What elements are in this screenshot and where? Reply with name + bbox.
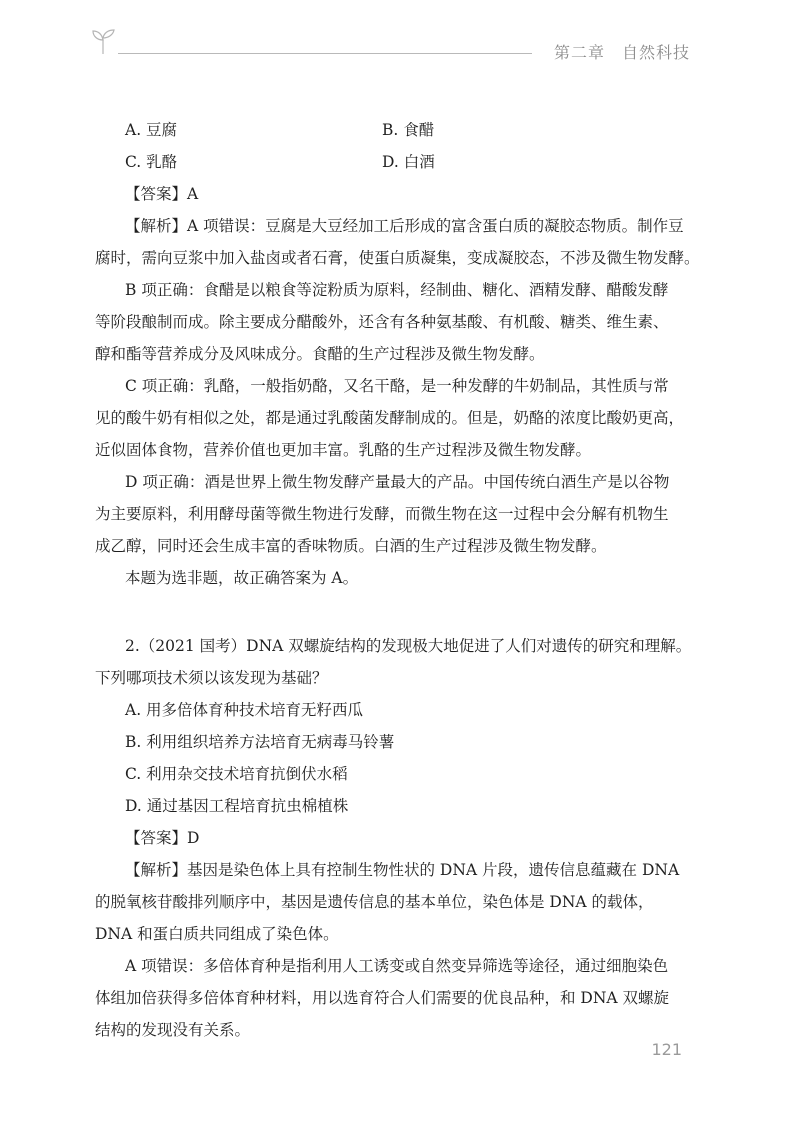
q1-analysis-line: C 项正确：乳酪，一般指奶酪，又名干酪，是一种发酵的牛奶制品，其性质与常: [125, 377, 669, 395]
q1-analysis-line: 近似固体食物，营养价值也更加丰富。乳酪的生产过程涉及微生物发酵。: [95, 441, 592, 459]
q1-answer: 【答案】A: [125, 185, 199, 203]
q2-question-line: 2.（2021 国考）DNA 双螺旋结构的发现极大地促进了人们对遗传的研究和理解。: [125, 637, 692, 655]
sprout-icon: [88, 26, 118, 56]
question-gap: [95, 594, 700, 630]
page-body: [95, 114, 700, 1046]
q1-options-row-2: [95, 146, 700, 178]
q2-answer: 【答案】D: [125, 829, 200, 847]
q1-conclusion: 本题为选非题，故正确答案为 A。: [125, 569, 359, 587]
q2-analysis-line: 【解析】基因是染色体上具有控制生物性状的 DNA 片段，遗传信息蕴藏在 DNA: [125, 861, 680, 879]
q1-analysis-line: 等阶段酿制而成。除主要成分醋酸外，还含有各种氨基酸、有机酸、糖类、维生素、: [95, 313, 669, 331]
q1-analysis-line: D 项正确：酒是世界上微生物发酵产量最大的产品。中国传统白酒生产是以谷物: [125, 473, 670, 491]
q1-analysis-line: 成乙醇，同时还会生成丰富的香味物质。白酒的生产过程涉及微生物发酵。: [95, 537, 607, 555]
q1-option-d: D. 白酒: [382, 153, 435, 171]
q2-analysis-line: A 项错误：多倍体育种是指利用人工诱变或自然变异筛选等途径，通过细胞染色: [125, 957, 669, 975]
q2-analysis-line: DNA 和蛋白质共同组成了染色体。: [95, 925, 339, 943]
q1-options-row-1: [95, 114, 700, 146]
q1-option-a: A. 豆腐: [125, 121, 178, 139]
q1-analysis-line: B 项正确：食醋是以粮食等淀粉质为原料，经制曲、糖化、酒精发酵、醋酸发酵: [125, 281, 669, 299]
q1-analysis-line: 【解析】A 项错误：豆腐是大豆经加工后形成的富含蛋白质的凝胶态物质。制作豆: [125, 217, 684, 235]
q2-option-c: C. 利用杂交技术培育抗倒伏水稻: [125, 765, 348, 783]
q2-analysis-line: 结构的发现没有关系。: [95, 1021, 251, 1039]
q2-analysis-line: 体组加倍获得多倍体育种材料，用以选育符合人们需要的优良品种，和 DNA 双螺旋: [95, 989, 670, 1007]
q1-analysis-line: 腐时，需向豆浆中加入盐卤或者石膏，使蛋白质凝集，变成凝胶态，不涉及微生物发酵。: [95, 249, 700, 267]
q2-question-line: 下列哪项技术须以该发现为基础？: [95, 669, 328, 687]
q2-option-a: A. 用多倍体育种技术培育无籽西瓜: [125, 701, 364, 719]
q2-option-d: D. 通过基因工程培育抗虫棉植株: [125, 797, 349, 815]
q1-option-c: C. 乳酪: [125, 153, 178, 171]
q2-analysis-line: 的脱氧核苷酸排列顺序中，基因是遗传信息的基本单位，染色体是 DNA 的载体，: [95, 893, 654, 911]
q2-option-b: B. 利用组织培养方法培育无病毒马铃薯: [125, 733, 395, 751]
q1-option-b: B. 食醋: [382, 121, 435, 139]
header-rule: [118, 53, 532, 54]
page-number: 121: [651, 1040, 682, 1059]
q1-analysis-line: 见的酸牛奶有相似之处，都是通过乳酸菌发酵制成的。但是，奶酪的浓度比酸奶更高，: [95, 409, 685, 427]
q1-analysis-line: 为主要原料，利用酵母菌等微生物进行发酵，而微生物在这一过程中会分解有机物生: [95, 505, 669, 523]
q1-analysis-line: 醇和酯等营养成分及风味成分。食醋的生产过程涉及微生物发酵。: [95, 345, 545, 363]
chapter-title: 第二章 自然科技: [554, 43, 691, 62]
